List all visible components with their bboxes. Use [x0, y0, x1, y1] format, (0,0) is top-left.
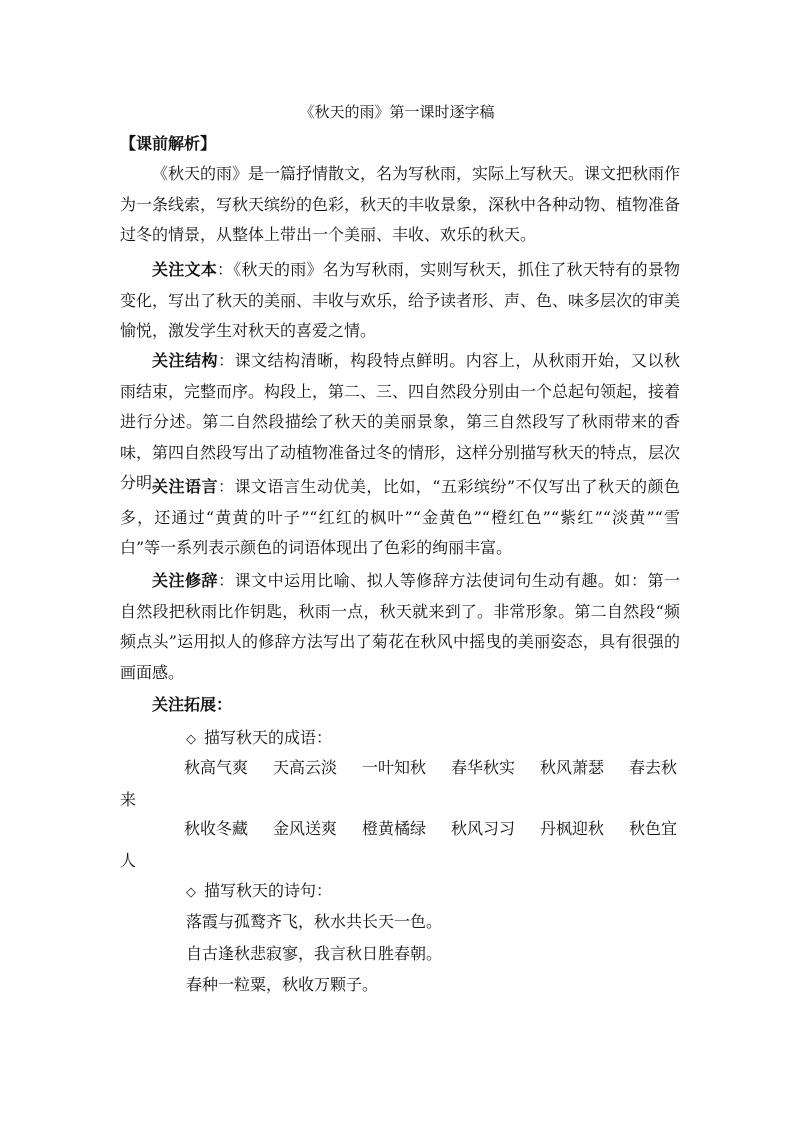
- poems-heading: 描写秋天的诗句：: [204, 881, 333, 900]
- language-focus-lead: 关注语言: [152, 477, 218, 496]
- idiom-row-1: [120, 752, 680, 816]
- idiom-item: 秋风萧瑟: [540, 758, 605, 777]
- text-focus-body: ：《秋天的雨》名为写秋雨，实则写秋天，抓住了秋天特有的景物变化，写出了秋天的美丽、丰收与欢乐，给予读者形、声、色、味多层次的审美愉悦，激发学生对秋天的喜爱之情。: [120, 260, 681, 340]
- expansion-heading: 关注拓展：: [152, 695, 233, 714]
- rhetoric-focus-paragraph: [120, 566, 680, 688]
- idiom-item: 丹枫迎秋: [540, 819, 605, 838]
- idiom-item: 春华秋实: [451, 758, 516, 777]
- idiom-row-2: [120, 813, 680, 877]
- intro-paragraph: [120, 159, 680, 251]
- rhetoric-focus-body: ：课文中运用比喻、拟人等修辞方法使词句生动有趣。如：第一自然段把秋雨比作钥匙，秋雨一点，秋天就来到了。非常形象。第二自然段“频频点头”运用拟人的修辞方法写出了菊花在秋风中摇曳的美丽姿态，具有很强的画面感。: [120, 571, 680, 682]
- document-title: 《秋天的雨》第一课时逐字稿: [299, 103, 495, 121]
- text-focus-lead: 关注文本: [152, 260, 217, 279]
- poem-line: 自古逢秋悲寂寥，我言秋日胜春朝。: [186, 944, 443, 963]
- diamond-bullet-icon: ◇: [186, 885, 196, 900]
- idiom-item: 春去秋: [629, 758, 678, 777]
- poems-heading-line: [186, 876, 332, 908]
- poem-line: 春种一粒粟，秋收万颗子。: [186, 975, 379, 994]
- section-heading: 【课前解析】: [120, 134, 217, 153]
- idioms-heading-line: [186, 723, 332, 755]
- structure-focus-lead: 关注结构: [152, 351, 219, 370]
- text-focus-paragraph: [120, 255, 680, 347]
- rhetoric-focus-lead: 关注修辞: [152, 571, 219, 590]
- idiom-item: 秋风习习: [451, 819, 516, 838]
- diamond-bullet-icon: ◇: [186, 732, 196, 747]
- language-focus-body: ：课文语言生动优美，比如，“五彩缤纷”不仅写出了秋天的颜色多，还通过“黄黄的叶子”“红红的枫叶”“金黄色”“橙红色”“紫红”“淡黄”“雪白”等一系列表示颜色的词语体现出了色彩的绚丽丰富。: [120, 477, 680, 557]
- idiom-item: 天高云淡: [273, 758, 338, 777]
- intro-text: 《秋天的雨》是一篇抒情散文，名为写秋雨，实际上写秋天。课文把秋雨作为一条线索，写秋天缤纷的色彩，秋天的丰收景象，深秋中各种动物、植物准备过冬的情景，从整体上带出一个美丽、丰收、欢乐的秋天。: [120, 164, 681, 244]
- idiom-item: 秋收冬藏: [184, 819, 249, 838]
- idiom-item: 橙黄橘绿: [362, 819, 427, 838]
- idiom-item-wrap: 人: [120, 851, 137, 870]
- language-focus-paragraph: [120, 472, 680, 564]
- idiom-item: 金风送爽: [273, 819, 338, 838]
- structure-focus-body: ：课文结构清晰，构段特点鲜明。内容上，从秋雨开始，又以秋雨结束，完整而序。构段上，第二、三、四自然段分别由一个总起句领起，接着进行分述。第二自然段描绘了秋天的美丽景象，第三自然段写了秋雨带来的香味，第四自然段写出了动植物准备过冬的情形，这样分别描写秋天的特点，层次分明。: [120, 351, 681, 492]
- idioms-heading: 描写秋天的成语：: [204, 728, 333, 747]
- idiom-item: 一叶知秋: [362, 758, 427, 777]
- idiom-item-wrap: 来: [120, 790, 137, 809]
- poem-line: 落霞与孤鹜齐飞，秋水共长天一色。: [186, 912, 443, 931]
- idiom-item: 秋高气爽: [184, 758, 249, 777]
- idiom-item: 秋色宜: [629, 819, 678, 838]
